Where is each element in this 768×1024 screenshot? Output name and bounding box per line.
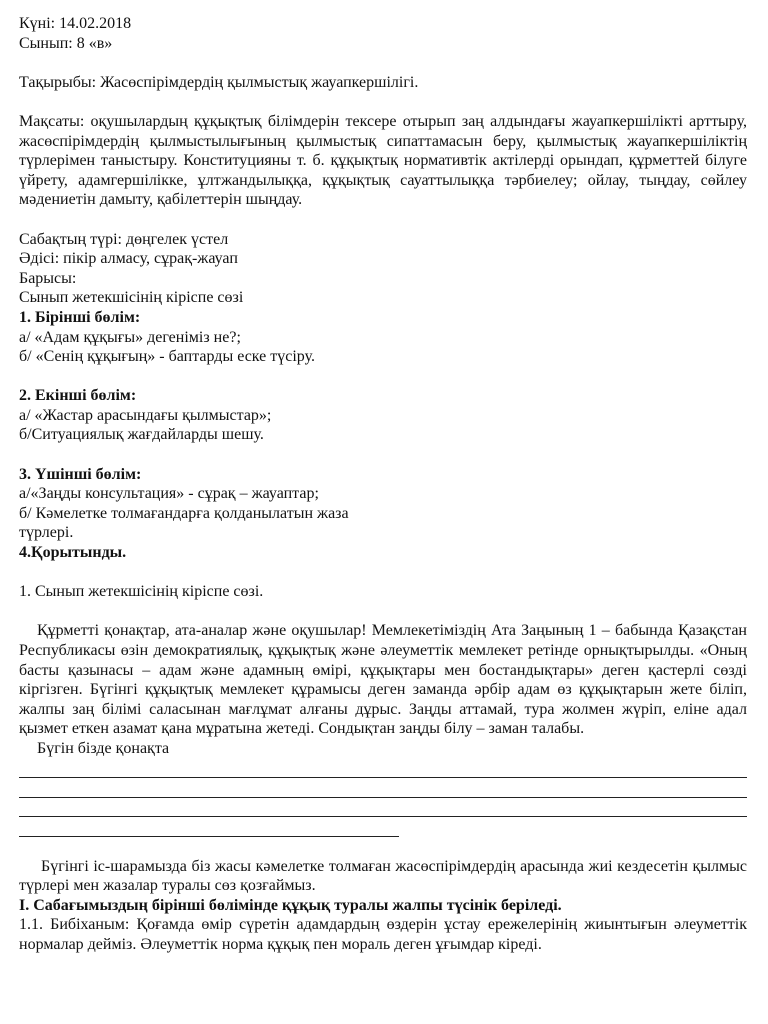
part1-item-b: б/ «Сенің құқығың» - баптарды еске түсіру.	[19, 348, 315, 366]
guests-line: Бүгін бізде қонақта	[37, 739, 170, 757]
blank-line-1	[19, 759, 747, 779]
part2-title: 2. Екінші бөлім:	[19, 387, 137, 405]
date-line: Күні: 14.02.2018	[19, 15, 132, 32]
blank-line-4	[19, 817, 399, 837]
event-intro-paragraph: Бүгінгі іс-шарамызда біз жасы кәмелетке толмаған жасөспірімдердің арасында жиі кездесетін қылмыс түрлері мен жазалар туралы сөз қозғаймыз.	[19, 857, 747, 895]
item-1-1-paragraph: 1.1. Бибіханым: Қоғамда өмір сүретін адамдардың өздерін ұстау ережелерінің жиынтығын әлеуметтік нормалар дейміз. Әлеуметтік норма құқық пен мораль деген ұғымдар кіреді.	[19, 916, 747, 953]
part2-item-a: а/ «Жастар арасындағы қылмыстар»;	[19, 406, 272, 424]
document-page	[19, 14, 747, 955]
part3-item-b: б/ Кәмелетке толмағандарға қолданылатын жаза түрлері.	[19, 504, 349, 542]
topic-line: Тақырыбы: Жасөспірімдердің қылмыстық жауапкершілігі.	[19, 73, 419, 91]
section-I-title: І. Сабағымыздың бірінші бөлімінде құқық туралы жалпы түсінік беріледі.	[19, 896, 562, 914]
part3-item-a: а/«Заңды консультация» - сұрақ – жауаптар;	[19, 485, 319, 503]
part1-title: 1. Бірінші бөлім:	[19, 308, 141, 326]
lesson-method: Әдісі: пікір алмасу, сұрақ-жауап	[19, 250, 238, 268]
section1-title: 1. Сынып жетекшісінің кіріспе сөзі.	[19, 583, 264, 601]
part4-title: 4.Қорытынды.	[19, 544, 127, 562]
goal-paragraph: Мақсаты: оқушылардың құқықтық білімдерін тексере отырып заң алдындағы жауапкершілікті арттыру, жасөспірімдердің қылмыстылығының қылмыстық сипаттамасын беру, қылмыстық жауапкершіліктің түрлерімен таныстыру. Конституцияны т. б. құқықтық нормативтік актілерді орындап, құрметтей білуге үйрету, адамгершілікке, ұлтжандылыққа, құқықтық сауаттылыққа тәрбиелеу; ойлау, тыңдау, сөйлеу мәдениетін дамыту, қабілеттерін шыңдау.	[19, 112, 747, 209]
part3-title: 3. Үшінші бөлім:	[19, 465, 142, 483]
lesson-type: Сабақтың түрі: дөңгелек үстел	[19, 230, 229, 248]
class-line: Сынып: 8 «в»	[19, 34, 113, 52]
lesson-progress: Барысы:	[19, 269, 77, 287]
blank-line-3	[19, 798, 747, 818]
lesson-intro: Сынып жетекшісінің кіріспе сөзі	[19, 289, 244, 307]
part2-item-b: б/Ситуациялық жағдайларды шешу.	[19, 426, 264, 444]
part1-item-a: а/ «Адам құқығы» дегеніміз не?;	[19, 328, 241, 346]
speech-paragraph: Құрметті қонақтар, ата-аналар және оқушылар! Мемлекетіміздің Ата Заңының 1 – бабында Қазақстан Республикасы өзін демократиялық, құқықтық және әлеуметтік мемлекет ретінде орнықтырылды. «Оның басты қазынасы – адам және адамның өмірі, құқықтары мен бостандықтары» деген қастерлі сөзді кіргізген. Бүгінгі құқықтық мемлекет құрамысы деген заманда әрбір адам өз құқықтарын жете біліп, жалпы заң білімі саласынан мағлұмат алғаны дұрыс. Заңды аттамай, тура жолмен жүріп, еліне адал қызмет еткен азамат қана мұратына жетеді. Сондықтан заңды білу – заман талабы.	[19, 622, 747, 738]
blank-line-2	[19, 778, 747, 798]
